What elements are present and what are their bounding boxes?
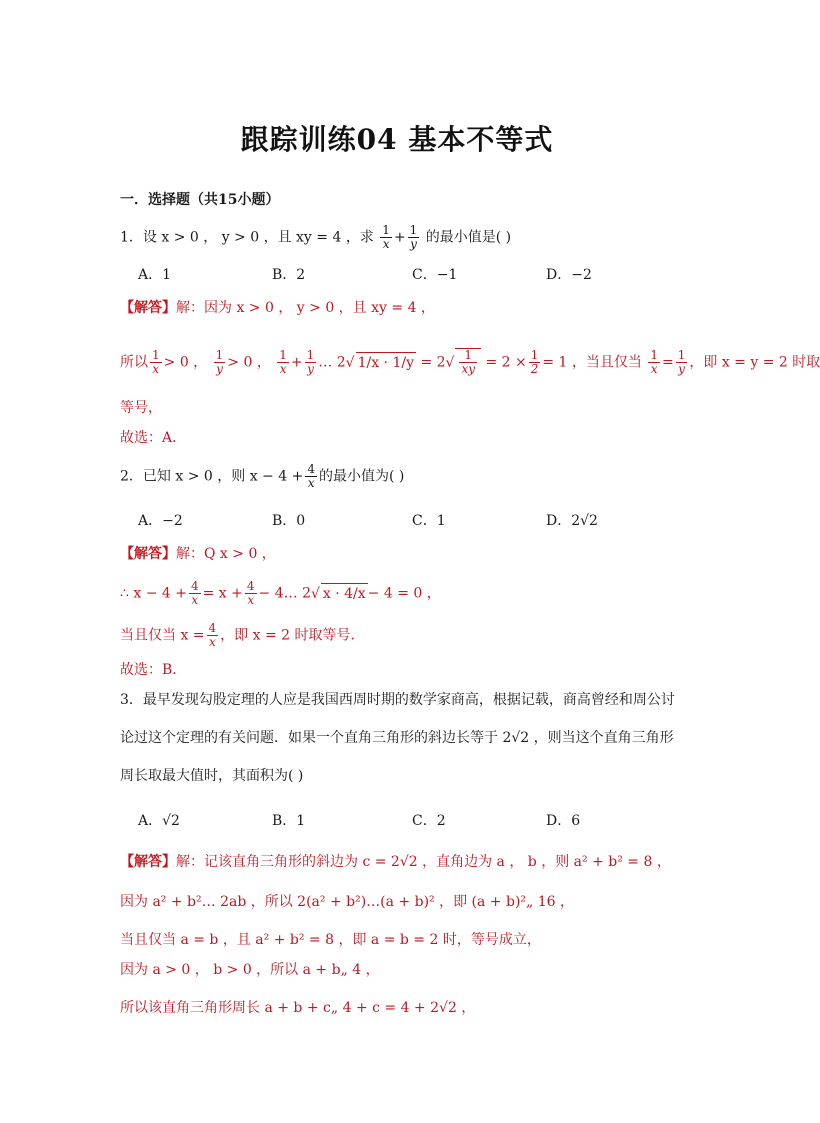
question-2-options [138,510,698,530]
question-1-stem: 1．设 x > 0 ， y > 0 ，且 xy = 4 ，求 $\frac{1}{x}$ + $\frac{1}{y}$ 的最小值是( ) [120,223,512,251]
option-d: D．−2 [546,267,592,283]
section-heading: 一．选择题（共15小题） [120,192,280,208]
sqrt-icon [346,355,355,371]
question-3-solution-line-2: 因为 a² + b²… 2ab ，所以 2(a² + b²)…(a + b)² ，即 (a + b)²„ 16 ， [120,894,574,910]
question-2-stem: 2．已知 x > 0 ，则 x − 4 + $\frac{4}{x}$ 的最小值为( ) [120,462,405,490]
question-1-solution-line-4: 故选：A． [120,430,187,446]
option-c: C．2 [412,813,446,829]
question-3-solution-line-4: 因为 a > 0 ， b > 0 ，所以 a + b„ 4 ， [120,962,380,978]
option-c: C．−1 [412,267,458,283]
option-a: A．−2 [138,513,183,529]
question-1-solution-line-3: 等号， [120,400,162,416]
question-1-solution-line-1: 【解答】解：因为 x > 0 ， y > 0 ，且 xy = 4 ， [120,300,435,316]
question-2-solution-line-1: 【解答】解：Q x > 0 ， [120,546,276,562]
question-3-stem-line-3: 周长取最大值时，其面积为( ) [120,768,304,784]
question-1-options [138,264,698,284]
question-3-options [138,810,698,830]
question-3-solution-line-3: 当且仅当 a = b ，且 a² + b² = 8 ，即 a = b = 2 时，等号成立， [120,932,541,948]
question-3-solution-line-1: 【解答】解：记该直角三角形的斜边为 c = 2√2 ，直角边为 a ， b ，则 a² + b² = 8 ， [120,854,671,870]
question-3-stem-line-1: 3．最早发现勾股定理的人应是我国西周时期的数学家商高，根据记载，商高曾经和周公讨 [120,692,675,708]
option-d: D．2√2 [546,513,598,529]
option-a: A．1 [138,267,172,283]
option-c: C．1 [412,513,446,529]
option-b: B．0 [272,513,306,529]
question-2-solution-line-4: 故选：B． [120,662,187,678]
question-3-solution-line-5: 所以该直角三角形周长 a + b + c„ 4 + c = 4 + 2√2 ， [120,1000,476,1016]
fraction: $\frac{1}{x}$ [382,223,390,251]
question-1-solution-line-2: 所以 $\frac{1}{x}$ > 0 ， $\frac{1}{y}$ > 0 ， $\frac{1}{x}$ + $\frac{1}{y}$ … 2√ 1/x · 1/y = 2√ $\frac{1}{xy}$ = 2 × $\frac{1}{2}$ = 1 ，当且仅当 $\frac{1}{x}$ = $\frac{1}{y}$ ，即 x = y = 2 时取 [120,348,694,376]
option-d: D．6 [546,813,581,829]
question-2-solution-line-3: 当且仅当 x = $\frac{4}{x}$ ，即 x = 2 时取等号． [120,621,365,649]
fraction: $\frac{1}{y}$ [409,223,418,251]
option-b: B．1 [272,813,306,829]
question-2-solution-line-2: ∴ x − 4 + $\frac{4}{x}$ = x + $\frac{4}{x}$ − 4… 2√ x · 4/x − 4 = 0 ， [120,580,694,607]
option-a: A．√2 [138,813,180,829]
page-title: 跟踪训练04 基本不等式 [240,123,554,156]
question-3-stem-line-2: 论过这个定理的有关问题．如果一个直角三角形的斜边长等于 2√2 ，则当这个直角三角形 [120,730,674,746]
option-b: B．2 [272,267,306,283]
